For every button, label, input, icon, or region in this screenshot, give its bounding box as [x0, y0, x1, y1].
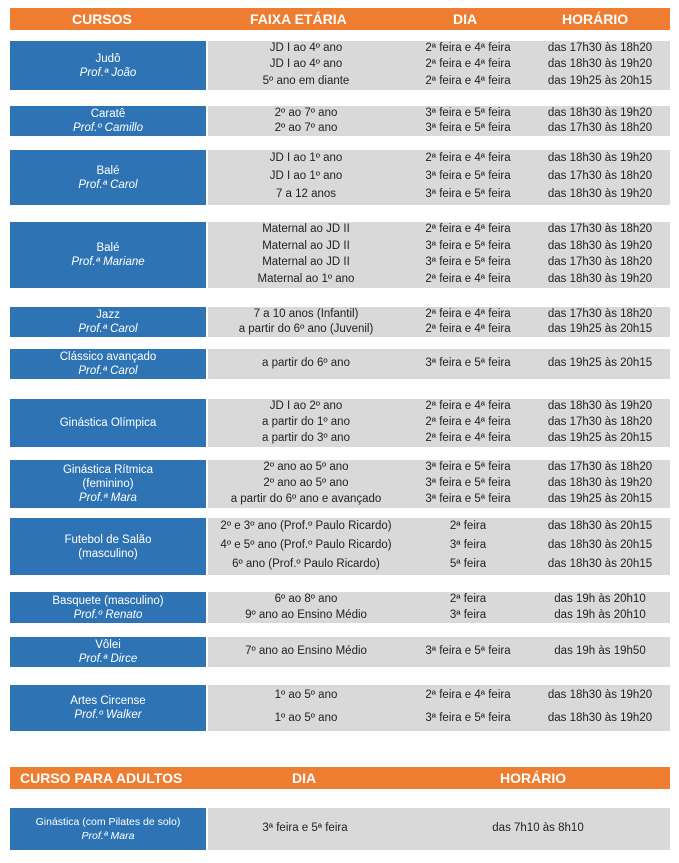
course-subtitle: (masculino): [78, 547, 138, 560]
dia-cell: 2ª feira e 4ª feira: [425, 308, 511, 320]
header-faixa-etaria: FAIXA ETÁRIA: [250, 11, 347, 27]
table-row: [208, 644, 670, 661]
table-row: [208, 608, 670, 624]
horario-cell: das 18h30 às 20h15: [547, 520, 653, 532]
horario-cell: das 17h30 às 18h20: [547, 256, 653, 268]
faixa-etaria-cell: JD I ao 4º ano: [269, 42, 343, 54]
dia-cell: 3ª feira e 5ª feira: [425, 188, 511, 201]
horario-cell: das 17h30 às 18h20: [547, 42, 653, 54]
schedule-rows: [208, 307, 670, 337]
faixa-etaria-cell: Maternal ao 1º ano: [257, 272, 355, 285]
faixa-etaria-cell: a partir do 6º ano e avançado: [230, 493, 382, 505]
dia-cell: 2ª feira: [449, 593, 487, 605]
dia-cell: 3ª feira e 5ª feira: [425, 107, 511, 119]
dia-cell: 3ª feira e 5ª feira: [425, 644, 511, 657]
course-cell: [10, 460, 206, 508]
course-cell: [10, 41, 206, 90]
faixa-etaria-cell: a partir do 6º ano: [262, 356, 350, 369]
header-dia: DIA: [453, 11, 478, 27]
course-professor: Prof.ª Carol: [78, 365, 138, 377]
faixa-etaria-cell: 2º ao 7º ano: [274, 107, 338, 119]
course-cell: [10, 222, 206, 288]
dia-cell: 3ª feira e 5ª feira: [425, 122, 511, 134]
horario-cell: das 19h25 às 20h15: [547, 493, 653, 505]
dia-cell: 3ª feira e 5ª feira: [425, 493, 511, 505]
dia-cell: 2ª feira e 4ª feira: [425, 323, 511, 335]
schedule-rows: [208, 460, 670, 508]
faixa-etaria-cell: a partir do 6º ano (Juvenil): [238, 323, 374, 335]
dia-cell: 2ª feira e 4ª feira: [425, 42, 511, 54]
horario-cell: das 19h às 19h50: [554, 644, 646, 657]
header-adultos-horario: HORÁRIO: [500, 770, 567, 786]
horario-cell: das 19h25 às 20h15: [547, 356, 653, 369]
dia-cell: 3ª feira e 5ª feira: [425, 256, 511, 268]
dia-cell: 2ª feira e 4ª feira: [425, 689, 511, 701]
horario-cell: das 18h30 às 19h20: [547, 477, 653, 489]
header-cursos: CURSOS: [72, 11, 132, 27]
dia-cell: 2ª feira e 4ª feira: [425, 416, 511, 428]
course-name: Balé: [96, 164, 120, 177]
faixa-etaria-cell: Maternal ao JD II: [262, 223, 350, 235]
course-professor: Prof.º Renato: [73, 608, 143, 621]
course-cell: [10, 518, 206, 575]
course-name: Balé: [96, 242, 120, 254]
dia-cell: 2ª feira: [449, 520, 487, 532]
adult-course-cell: [10, 808, 206, 850]
dia-cell: 3ª feira e 5ª feira: [425, 712, 511, 724]
table-row: [208, 322, 670, 337]
table-row: [208, 538, 670, 555]
dia-cell: 2ª feira e 4ª feira: [425, 400, 511, 412]
course-professor: Prof.ª Carol: [78, 178, 138, 191]
dia-cell: 3ª feira e 5ª feira: [425, 239, 511, 252]
course-name: Vôlei: [95, 639, 121, 651]
dia-cell: 2ª feira e 4ª feira: [425, 151, 511, 164]
course-cell: [10, 592, 206, 623]
horario-cell: das 17h30 às 18h20: [547, 122, 653, 134]
faixa-etaria-cell: 5º ano em diante: [262, 74, 350, 87]
schedule-rows: [208, 518, 670, 575]
horario-cell: das 17h30 às 18h20: [547, 461, 653, 473]
course-professor: Prof.ª Mara: [79, 492, 137, 504]
schedule-rows: [208, 349, 670, 379]
horario-cell: das 17h30 às 18h20: [547, 169, 653, 182]
course-name: Artes Circense: [70, 695, 146, 707]
faixa-etaria-cell: 9º ano ao Ensino Médio: [245, 608, 367, 621]
table-row: [208, 592, 670, 608]
adult-dia-cell: 3ª feira e 5ª feira: [262, 821, 348, 834]
horario-cell: das 19h às 20h10: [554, 608, 646, 621]
table-row: [208, 255, 670, 272]
course-name: Futebol de Salão: [64, 533, 152, 546]
dia-cell: 3ª feira e 5ª feira: [425, 169, 511, 182]
horario-cell: das 19h25 às 20h15: [547, 323, 653, 335]
horario-cell: das 18h30 às 19h20: [547, 239, 653, 252]
faixa-etaria-cell: 2º e 3º ano (Prof.º Paulo Ricardo): [220, 520, 392, 532]
faixa-etaria-cell: 1º ao 5º ano: [274, 712, 338, 724]
table-row: [208, 222, 670, 239]
dia-cell: 2ª feira e 4ª feira: [425, 74, 511, 87]
faixa-etaria-cell: 1º ao 5º ano: [274, 689, 338, 701]
table-row: [208, 492, 670, 508]
table-row: [208, 476, 670, 492]
course-cell: [10, 399, 206, 447]
faixa-etaria-cell: 7º ano ao Ensino Médio: [245, 644, 367, 657]
dia-cell: 3ª feira: [449, 608, 487, 621]
course-name: Ginástica Olímpica: [59, 417, 157, 429]
course-name: Basquete (masculino): [52, 594, 164, 607]
table-row: [208, 151, 670, 168]
horario-cell: das 18h30 às 20h15: [547, 539, 653, 551]
schedule-rows: [208, 106, 670, 136]
horario-cell: das 17h30 às 18h20: [547, 416, 653, 428]
faixa-etaria-cell: JD I ao 1º ano: [269, 151, 343, 164]
course-name: Judô: [95, 52, 121, 65]
horario-cell: das 18h30 às 19h20: [547, 712, 653, 724]
dia-cell: 2ª feira e 4ª feira: [425, 58, 511, 71]
table-row: [208, 711, 670, 728]
dia-cell: 5ª feira: [449, 558, 487, 570]
course-cell: [10, 150, 206, 205]
adult-course-professor: Prof.ª Mara: [81, 830, 135, 842]
table-row: [208, 821, 670, 838]
table-row: [208, 239, 670, 256]
dia-cell: 3ª feira e 5ª feira: [425, 477, 511, 489]
course-name: Clássico avançado: [59, 351, 157, 363]
faixa-etaria-cell: Maternal ao JD II: [262, 239, 350, 252]
faixa-etaria-cell: 4º e 5º ano (Prof.º Paulo Ricardo): [220, 539, 392, 551]
header-adultos-dia: DIA: [292, 770, 317, 786]
table-row: [208, 121, 670, 136]
dia-cell: 3ª feira: [449, 539, 487, 551]
horario-cell: das 19h25 às 20h15: [547, 74, 653, 87]
horario-cell: das 18h30 às 20h15: [547, 558, 653, 570]
table-row: [208, 519, 670, 536]
faixa-etaria-cell: JD I ao 1º ano: [269, 169, 343, 182]
adult-schedule-row: [208, 808, 670, 850]
course-professor: Prof.ª João: [79, 66, 137, 79]
dia-cell: 3ª feira e 5ª feira: [425, 356, 511, 369]
adults-table-header: [10, 767, 670, 789]
schedule-rows: [208, 150, 670, 205]
table-row: [208, 307, 670, 322]
faixa-etaria-cell: 7 a 12 anos: [275, 188, 337, 201]
table-row: [208, 74, 670, 90]
faixa-etaria-cell: Maternal ao JD II: [262, 256, 350, 268]
table-row: [208, 41, 670, 57]
horario-cell: das 17h30 às 18h20: [547, 308, 653, 320]
faixa-etaria-cell: a partir do 1º ano: [262, 416, 350, 428]
horario-cell: das 18h30 às 19h20: [547, 151, 653, 164]
faixa-etaria-cell: 6º ao 8º ano: [274, 593, 338, 605]
schedule-rows: [208, 399, 670, 447]
adult-horario-cell: das 7h10 às 8h10: [492, 821, 584, 834]
faixa-etaria-cell: 2º ao 7º ano: [274, 122, 338, 134]
course-professor: Prof.ª Carol: [78, 323, 138, 335]
horario-cell: das 18h30 às 19h20: [547, 107, 653, 119]
adult-course-name: Ginástica (com Pilates de solo): [35, 816, 181, 828]
table-row: [208, 106, 670, 121]
table-row: [208, 431, 670, 447]
dia-cell: 2ª feira e 4ª feira: [425, 432, 511, 444]
faixa-etaria-cell: JD I ao 4º ano: [269, 58, 343, 71]
dia-cell: 2ª feira e 4ª feira: [425, 272, 511, 285]
faixa-etaria-cell: 2º ano ao 5º ano: [263, 461, 349, 473]
table-row: [208, 187, 670, 204]
course-cell: [10, 307, 206, 337]
table-row: [208, 399, 670, 415]
horario-cell: das 17h30 às 18h20: [547, 223, 653, 235]
table-row: [208, 57, 670, 73]
table-row: [208, 557, 670, 574]
course-cell: [10, 637, 206, 667]
table-row: [208, 415, 670, 431]
course-subtitle: (feminino): [82, 478, 134, 490]
course-name: Ginástica Rítmica: [62, 464, 154, 476]
horario-cell: das 18h30 às 19h20: [547, 272, 653, 285]
course-professor: Prof.ª Mariane: [71, 256, 145, 268]
horario-cell: das 18h30 às 19h20: [547, 400, 653, 412]
horario-cell: das 18h30 às 19h20: [547, 58, 653, 71]
schedule-rows: [208, 637, 670, 667]
faixa-etaria-cell: 7 a 10 anos (Infantil): [253, 308, 359, 320]
horario-cell: das 19h às 20h10: [554, 593, 646, 605]
horario-cell: das 18h30 às 19h20: [547, 689, 653, 701]
table-row: [208, 356, 670, 373]
horario-cell: das 18h30 às 19h20: [547, 188, 653, 201]
course-name: Caratê: [90, 108, 126, 120]
header-horario: HORÁRIO: [562, 11, 629, 27]
course-cell: [10, 106, 206, 136]
course-cell: [10, 349, 206, 379]
course-professor: Prof.º Camillo: [72, 122, 144, 134]
schedule-rows: [208, 592, 670, 623]
schedule-rows: [208, 685, 670, 731]
course-professor: Prof.ª Dirce: [78, 653, 138, 665]
course-cell: [10, 685, 206, 731]
schedule-rows: [208, 41, 670, 90]
header-curso-adultos: CURSO PARA ADULTOS: [20, 770, 183, 786]
course-name: Jazz: [96, 309, 120, 321]
table-row: [208, 460, 670, 476]
dia-cell: 3ª feira e 5ª feira: [425, 461, 511, 473]
course-professor: Prof.º Walker: [74, 709, 142, 721]
table-row: [208, 169, 670, 186]
faixa-etaria-cell: a partir do 3º ano: [262, 432, 350, 444]
faixa-etaria-cell: 2º ano ao 5º ano: [263, 477, 349, 489]
table-row: [208, 272, 670, 289]
horario-cell: das 19h25 às 20h15: [547, 432, 653, 444]
faixa-etaria-cell: 6º ano (Prof.º Paulo Ricardo): [232, 558, 380, 570]
table-header: [10, 8, 670, 30]
dia-cell: 2ª feira e 4ª feira: [425, 223, 511, 235]
faixa-etaria-cell: JD I ao 2º ano: [269, 400, 343, 412]
schedule-rows: [208, 222, 670, 288]
table-row: [208, 688, 670, 705]
